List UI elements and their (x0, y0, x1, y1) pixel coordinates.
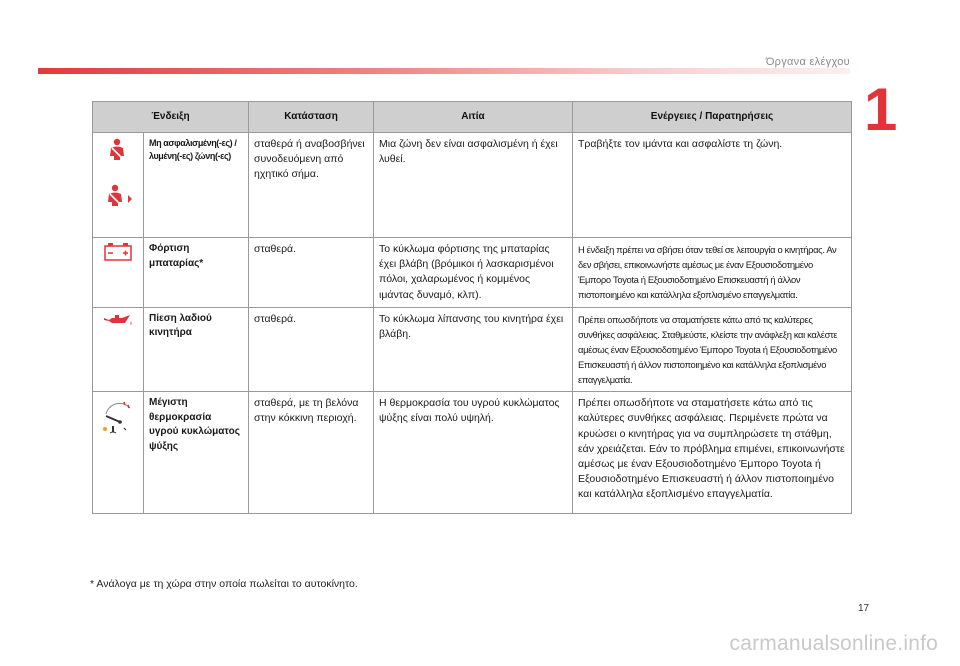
indicator-action: Η ένδειξη πρέπει να σβήσει όταν τεθεί σε λειτουργία ο κινητήρας. Αν δεν σβήσει, επικοινωνήστε αμέσως με έναν Εξουσιοδοτημένο Έμπορο Toyota ή Εξουσιοδοτημένο Επισκευαστή ή άλλον πιστοποιημένο και κατάλληλα εξοπλισμένο επαγγελματία. (573, 238, 852, 308)
watermark: carmanualsonline.info (729, 632, 938, 655)
indicator-state: σταθερά. (249, 238, 374, 308)
indicator-action: Τραβήξτε τον ιμάντα και ασφαλίστε τη ζώνη. (573, 133, 852, 238)
indicator-cause: Η θερμοκρασία του υγρού κυκλώματος ψύξης είναι πολύ υψηλή. (374, 392, 573, 514)
table-row (93, 307, 852, 391)
indicator-state: σταθερά. (249, 307, 374, 391)
indicator-action: Πρέπει οπωσδήποτε να σταματήσετε κάτω από τις καλύτερες συνθήκες ασφάλειας. Περιμένετε πρώτα να κρυώσει ο κινητήρας για να συμπληρώσετε τη στάθμη, εάν χρειάζεται. Εάν το πρόβλημα επιμένει, επικοινωνήστε αμέσως με έναν Εξουσιοδοτημένο Έμπορο Toyota ή Εξουσιοδοτημένο Επισκευαστή ή άλλον πιστοποιημένο και κατάλληλα εξοπλισμένο επαγγελματία. (573, 392, 852, 514)
indicator-action: Πρέπει οπωσδήποτε να σταματήσετε κάτω από τις καλύτερες συνθήκες ασφάλειας. Σταθμεύστε, κλείστε την ανάφλεξη και καλέστε αμέσως έναν Εξουσιοδοτημένο Έμπορο Toyota ή Εξουσιοδοτημένο Επισκευαστή ή άλλον πιστοποιημένο και κατάλληλα εξοπλισμένο επαγγελματία. (573, 307, 852, 391)
seatbelt-warning-icon (103, 137, 133, 163)
indicator-name: Φόρτιση μπαταρίας* (144, 238, 249, 308)
footnote: * Ανάλογα με τη χώρα στην οποία πωλείται το αυτοκίνητο. (90, 578, 358, 590)
section-title: Όργανα ελέγχου (765, 56, 850, 68)
page-number: 17 (858, 603, 870, 614)
header-accent-bar (38, 68, 850, 74)
seatbelt-flashing-icon (102, 183, 134, 209)
table-header-row (93, 102, 852, 133)
indicator-name: Μέγιστη θερμοκρασία υγρού κυκλώματος ψύξης (144, 392, 249, 514)
chapter-number: 1 (864, 76, 898, 143)
table-row (93, 133, 852, 238)
indicator-state: σταθερά ή αναβοσβήνει συνοδευόμενη από ηχητικό σήμα. (249, 133, 374, 238)
column-header-cause: Αιτία (374, 102, 573, 133)
oil-can-icon (101, 312, 135, 330)
indicator-cause: Μια ζώνη δεν είναι ασφαλισμένη ή έχει λυθεί. (374, 133, 573, 238)
coolant-temperature-icon (100, 396, 136, 436)
indicator-state: σταθερά, με τη βελόνα στην κόκκινη περιοχή. (249, 392, 374, 514)
table-row (93, 238, 852, 308)
indicator-icon-cell (93, 238, 144, 308)
column-header-state: Κατάσταση (249, 102, 374, 133)
indicator-name: Μη ασφαλισμένη(-ες) / λυμένη(-ες) ζώνη(-ες) (144, 133, 249, 238)
indicator-cause: Το κύκλωμα φόρτισης της μπαταρίας έχει βλάβη (βρόμικοι ή λασκαρισμένοι πόλοι, χαλαρωμένος ή κομμένος ιμάντας δυναμό, κλπ). (374, 238, 573, 308)
column-header-indicator: Ένδειξη (93, 102, 249, 133)
indicator-icon-cell (93, 133, 144, 238)
indicator-name: Πίεση λαδιού κινητήρα (144, 307, 249, 391)
indicator-icon-cell (93, 307, 144, 391)
battery-icon (103, 242, 133, 262)
table-row (93, 392, 852, 514)
column-header-actions: Ενέργειες / Παρατηρήσεις (573, 102, 852, 133)
indicator-table (92, 101, 852, 514)
indicator-cause: Το κύκλωμα λίπανσης του κινητήρα έχει βλάβη. (374, 307, 573, 391)
indicator-icon-cell (93, 392, 144, 514)
